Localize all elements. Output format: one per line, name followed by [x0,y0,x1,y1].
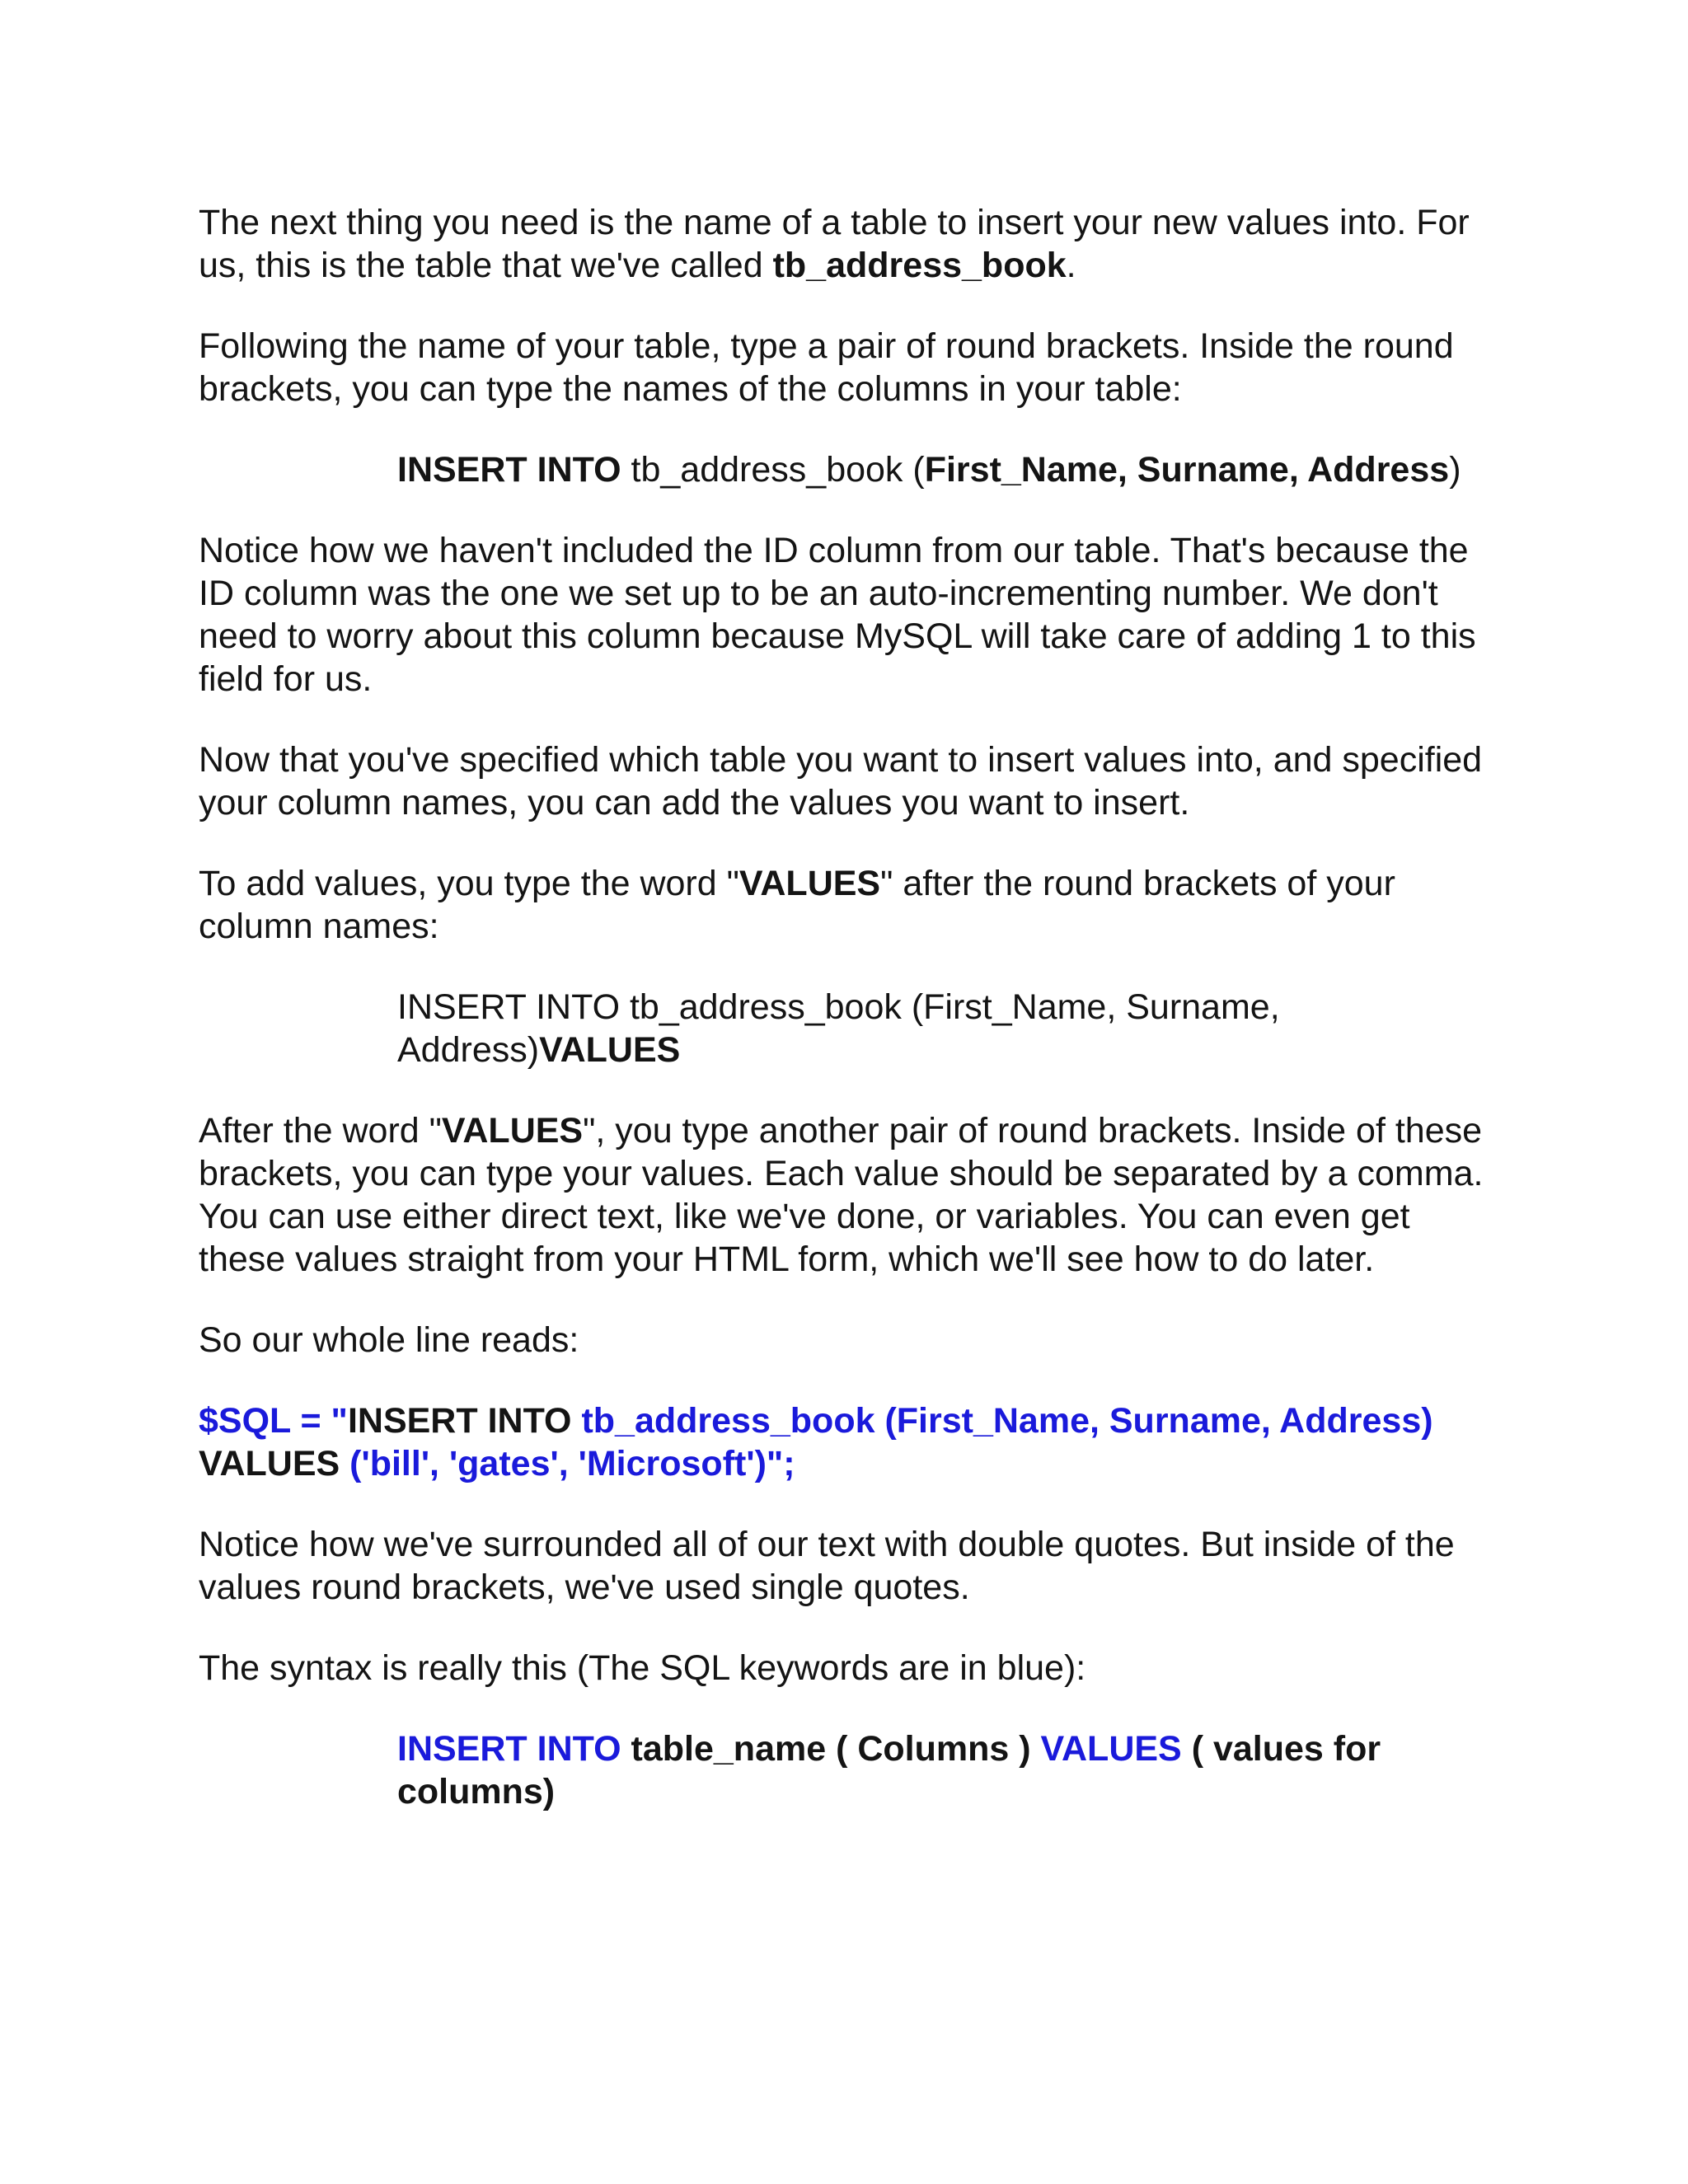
table-name-bold: tb_address_book [772,246,1067,285]
paragraph-table-name: The next thing you need is the name of a table to insert your new values into. For us, this is the table that we've called tb_address_book. [199,203,1470,285]
paragraph-after-values: After the word "VALUES", you type another pair of round brackets. Inside of these brackets, you can type your values. Each value should be separated by a comma. You can use either direct text, like we've done, or variables. You can even get these values straight from your HTML form, which we'll see how to do later. [199,1111,1484,1279]
code-example-columns: INSERT INTO tb_address_book (First_Name, Surname, Address) [397,450,1461,490]
paragraph-syntax: The syntax is really this (The SQL keywords are in blue): [199,1648,1086,1688]
code-sql-line: $SQL = "INSERT INTO tb_address_book (First_Name, Surname, Address) VALUES ('bill', 'gates', 'Microsoft')"; [199,1401,1433,1483]
code-example-values: INSERT INTO tb_address_book (First_Name, Surname, Address)VALUES [397,987,1280,1070]
paragraph-whole-line: So our whole line reads: [199,1320,579,1360]
document-body [199,201,1484,1813]
code-syntax-example: INSERT INTO table_name ( Columns ) VALUES ( values for columns) [397,1729,1381,1811]
paragraph-specified-table: Now that you've specified which table you want to insert values into, and specified your column names, you can add the values you want to insert. [199,740,1483,823]
paragraph-quotes: Notice how we've surrounded all of our text with double quotes. But inside of the values round brackets, we've used single quotes. [199,1525,1455,1607]
paragraph-round-brackets: Following the name of your table, type a pair of round brackets. Inside the round brackets, you can type the names of the columns in your table: [199,326,1454,409]
paragraph-id-column: Notice how we haven't included the ID column from our table. That's because the ID column was the one we set up to be an auto-incrementing number. We don't need to worry about this column because MySQL will take care of adding 1 to this field for us. [199,531,1476,699]
paragraph-add-values: To add values, you type the word "VALUES" after the round brackets of your column names: [199,864,1395,946]
